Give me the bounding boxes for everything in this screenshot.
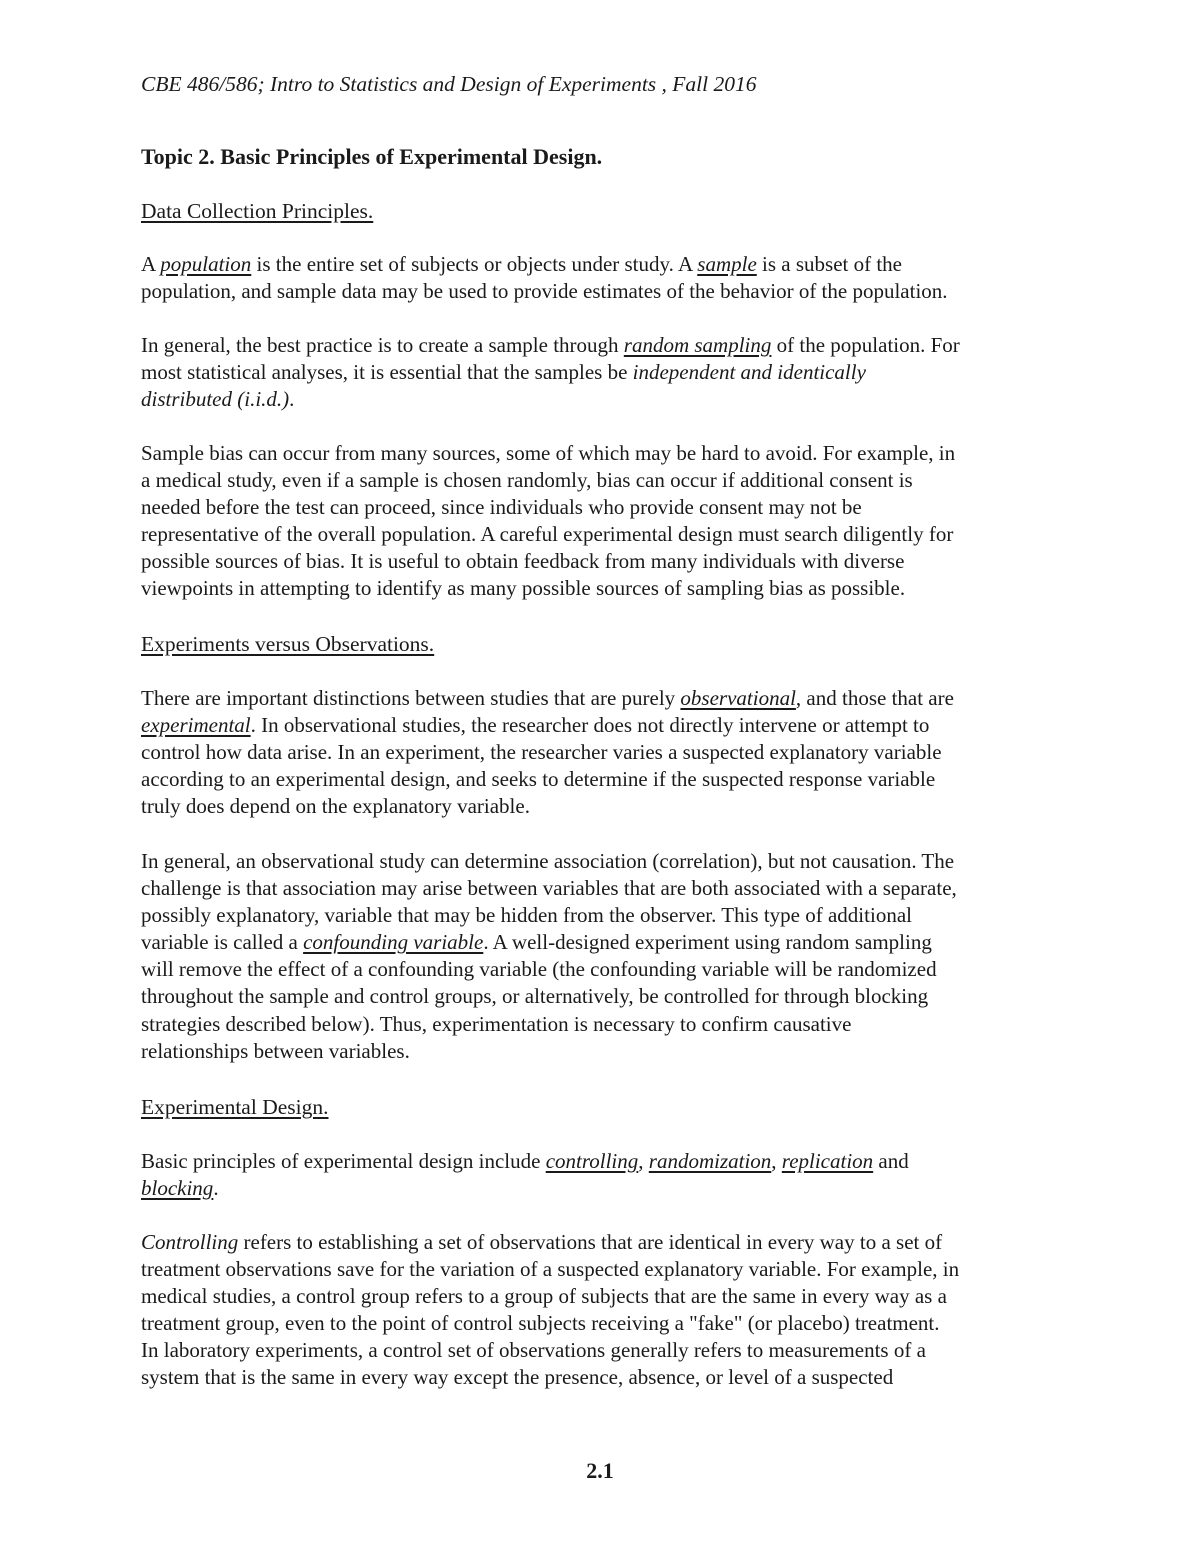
term-replication: replication — [781, 1149, 874, 1173]
text-line: blocking. — [141, 1176, 219, 1201]
page-number: 2.1 — [586, 1458, 614, 1483]
text-line: population, and sample data may be used to provide estimates of the behavior of the population. — [141, 279, 948, 304]
text-line: In general, an observational study can determine association (correlation), but not causation. The — [141, 849, 955, 873]
text-line: relationships between variables. — [141, 1038, 410, 1063]
section-heading-experiments-vs-observations: Experiments versus Observations. — [141, 632, 435, 656]
paragraph-observational-vs-experimental — [141, 685, 1066, 820]
text-line: throughout the sample and control groups, or alternatively, be controlled for through blocking — [141, 984, 929, 1009]
term-population: population — [160, 252, 252, 276]
course-header: CBE 486/586; Intro to Statistics and Design of Experiments , Fall 2016 — [141, 72, 757, 96]
text-line: challenge is that association may arise between variables that are both associated with a separate, — [141, 876, 957, 901]
text-line: distributed (i.i.d.). — [141, 387, 295, 412]
term-iid-continued: distributed (i.i.d.) — [141, 387, 290, 412]
term-controlling: controlling — [545, 1149, 639, 1173]
term-randomization: randomization — [648, 1149, 772, 1173]
term-iid: independent and identically — [632, 360, 866, 385]
text-line: Controlling refers to establishing a set of observations that are identical in every way to a set of — [141, 1230, 943, 1254]
text-line: In general, the best practice is to create a sample through random sampling of the population. For — [141, 333, 960, 357]
text-line: medical studies, a control group refers to a group of subjects that are the same in every way as a — [141, 1284, 947, 1309]
text-line: Sample bias can occur from many sources, some of which may be hard to avoid. For example, in — [141, 441, 956, 465]
text-line: viewpoints in attempting to identify as many possible sources of sampling bias as possible. — [141, 576, 906, 601]
section-heading-experimental-design: Experimental Design. — [141, 1095, 329, 1119]
text-line: strategies described below). Thus, experimentation is necessary to confirm causative — [141, 1011, 852, 1036]
section-heading-data-collection: Data Collection Principles. — [141, 199, 374, 223]
text-line: treatment group, even to the point of control subjects receiving a "fake" (or placebo) treatment. — [141, 1311, 940, 1336]
term-random-sampling: random sampling — [623, 333, 772, 357]
paragraph-sample-bias — [141, 440, 1066, 603]
paragraph-confounding — [141, 848, 1066, 1065]
text-line: possible sources of bias. It is useful to obtain feedback from many individuals with diverse — [141, 549, 905, 574]
text-line: A population is the entire set of subjects or objects under study. A sample is a subset of the — [141, 252, 902, 276]
paragraph-controlling — [141, 1229, 1066, 1392]
text-line: representative of the overall population. A careful experimental design must search diligently for — [141, 522, 954, 547]
text-line: according to an experimental design, and seeks to determine if the suspected response variable — [141, 767, 936, 792]
term-sample: sample — [697, 252, 757, 276]
paragraph-design-principles — [141, 1148, 1066, 1202]
text-line: will remove the effect of a confounding variable (the confounding variable will be randomized — [141, 957, 937, 982]
term-experimental: experimental — [141, 713, 251, 738]
term-blocking: blocking — [141, 1176, 214, 1201]
text-line: a medical study, even if a sample is chosen randomly, bias can occur if additional consent is — [141, 468, 913, 493]
text-line: experimental. In observational studies, the researcher does not directly intervene or attempt to — [141, 713, 930, 738]
term-observational: observational — [680, 686, 796, 710]
text-line: possibly explanatory, variable that may be hidden from the observer. This type of additional — [141, 903, 912, 928]
paragraph-random-sampling — [141, 332, 1066, 413]
term-confounding-variable: confounding variable — [303, 930, 484, 955]
text-line: There are important distinctions between studies that are purely observational, and those that are — [141, 686, 954, 710]
term-controlling-italic: Controlling — [141, 1230, 239, 1254]
text-line: variable is called a confounding variable. A well-designed experiment using random sampling — [141, 930, 932, 955]
text-line: In laboratory experiments, a control set of observations generally refers to measurements of a — [141, 1338, 926, 1363]
text-line: control how data arise. In an experiment, the researcher varies a suspected explanatory variable — [141, 740, 942, 765]
topic-title: Topic 2. Basic Principles of Experimental Design. — [141, 144, 603, 169]
text-line: treatment observations save for the variation of a suspected explanatory variable. For example, in — [141, 1257, 960, 1282]
text-line: most statistical analyses, it is essential that the samples be independent and identically — [141, 360, 866, 385]
text-line: system that is the same in every way except the presence, absence, or level of a suspected — [141, 1365, 894, 1390]
text-line: needed before the test can proceed, since individuals who provide consent may not be — [141, 495, 862, 520]
text-line: truly does depend on the explanatory variable. — [141, 794, 530, 819]
text-line: Basic principles of experimental design include controlling, randomization, replication and — [141, 1149, 909, 1173]
paragraph-population-sample — [141, 251, 1066, 305]
